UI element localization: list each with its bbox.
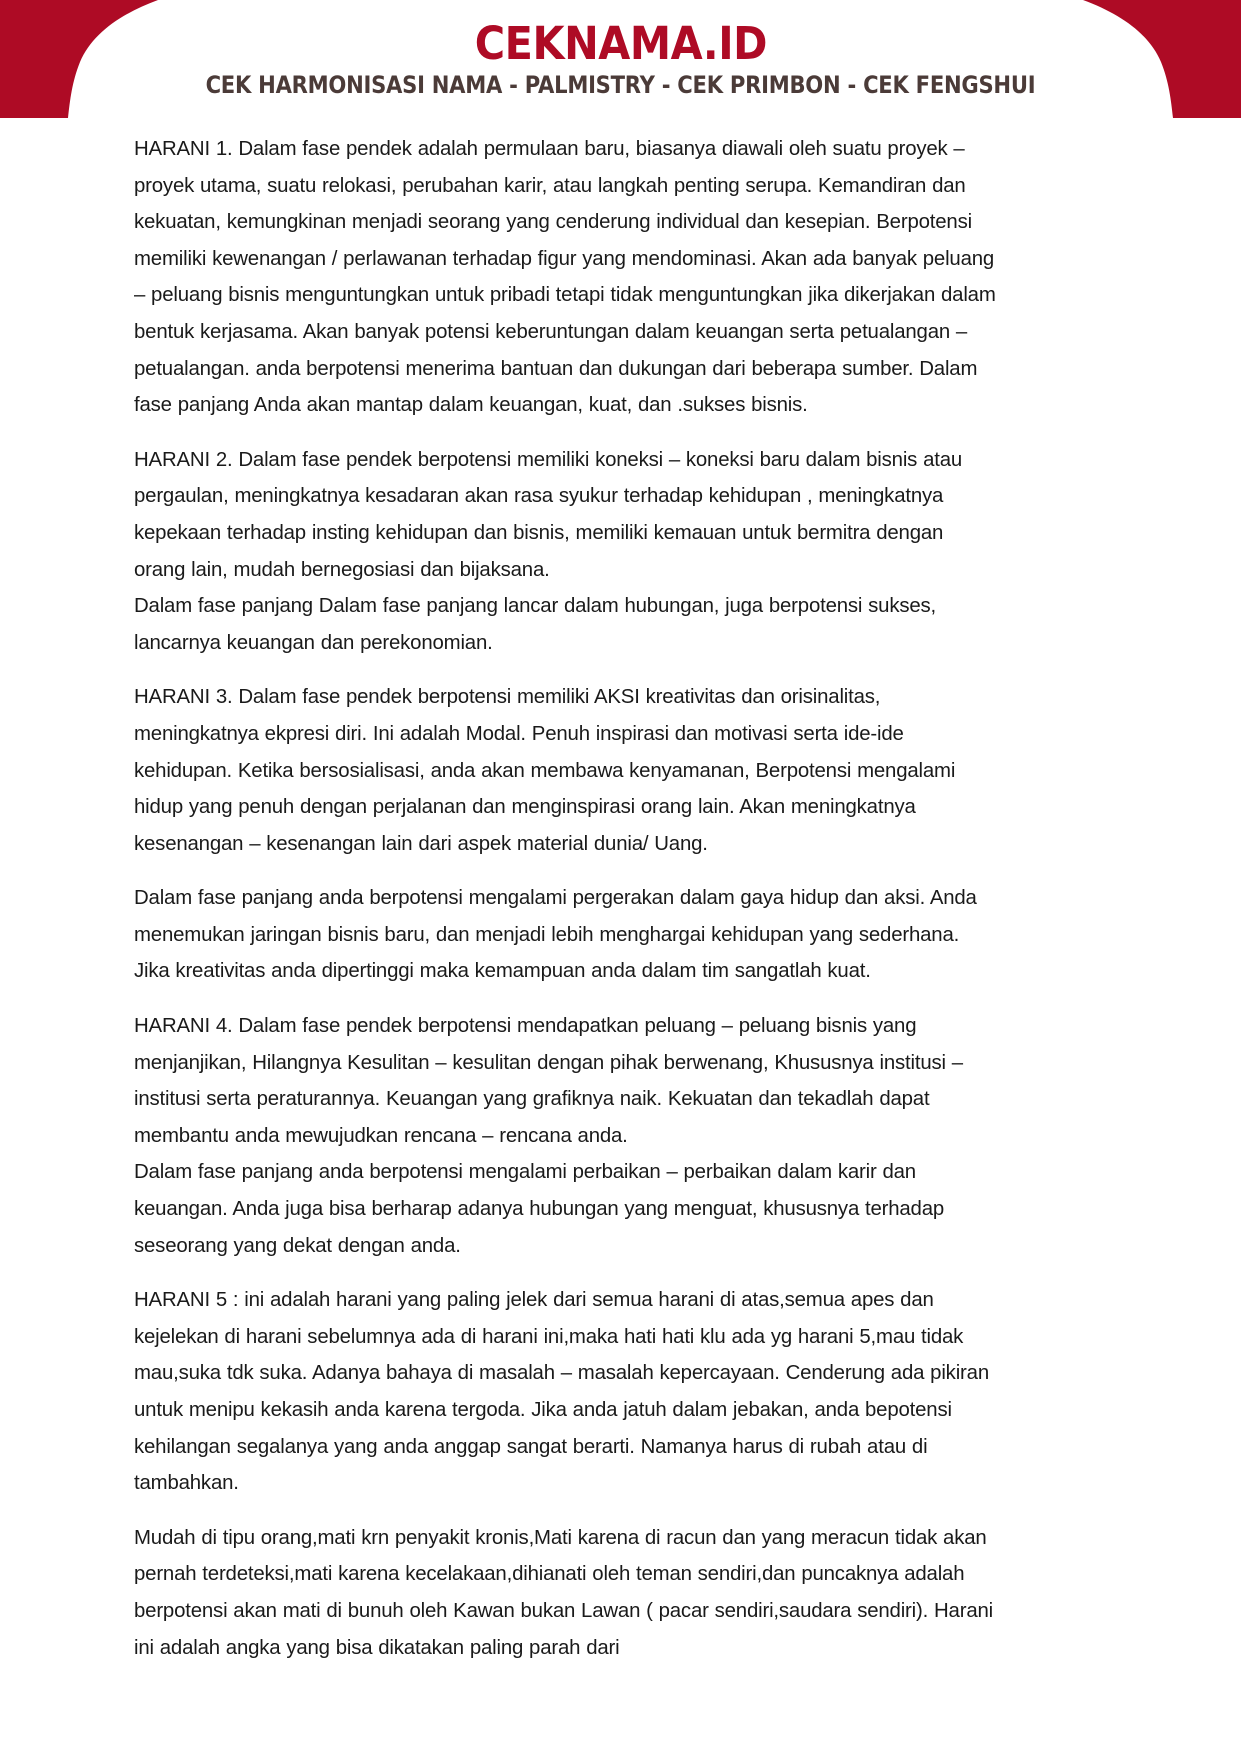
paragraph-harani-2: HARANI 2. Dalam fase pendek berpotensi memiliki koneksi – koneksi baru dalam bisnis atau pergaulan, meningkatnya kesadaran akan rasa syukur terhadap kehidupan , meningkatnya kepekaan terhadap insting kehidupan dan bisnis, memiliki kemauan untuk bermitra dengan orang lain, mudah bernegosiasi dan bijaksana. Dalam fase panjang Dalam fase panjang lancar dalam hubungan, juga berpotensi sukses, lancarnya keuangan dan perekonomian. [134,448,963,654]
paragraph-harani-1: HARANI 1. Dalam fase pendek adalah permulaan baru, biasanya diawali oleh suatu proyek – proyek utama, suatu relokasi, perubahan karir, atau langkah penting serupa. Kemandiran dan kekuatan, kemungkinan menjadi seorang yang cenderung individual dan kesepian. Berpotensi memiliki kewenangan / perlawanan terhadap figur yang mendominasi. Akan ada banyak peluang – peluang bisnis menguntungkan untuk pribadi tetapi tidak menguntungkan jika dikerjakan dalam bentuk kerjasama. Akan banyak potensi keberuntungan dalam keuangan serta petualangan – petualangan. anda berpotensi menerima bantuan dan dukungan dari beberapa sumber. Dalam fase panjang Anda akan mantap dalam keuangan, kuat, dan .sukses bisnis. [134,138,996,417]
brand-title: CEKNAMA.ID [474,16,767,70]
page-header [0,0,1241,118]
brand-subtitle: CEK HARMONISASI NAMA - PALMISTRY - CEK PRIMBON - CEK FENGSHUI [205,70,1036,99]
paragraph-harani-4: HARANI 4. Dalam fase pendek berpotensi mendapatkan peluang – peluang bisnis yang menjanjikan, Hilangnya Kesulitan – kesulitan dengan pihak berwenang, Khususnya institusi – institusi serta peraturannya. Keuangan yang grafiknya naik. Kekuatan dan tekadlah dapat membantu anda mewujudkan rencana – rencana anda. Dalam fase panjang anda berpotensi mengalami perbaikan – perbaikan dalam karir dan keuangan. Anda juga bisa berharap adanya hubungan yang menguat, khususnya terhadap seseorang yang dekat dengan anda. [134,1015,963,1257]
paragraph-harani-3-long: Dalam fase panjang anda berpotensi mengalami pergerakan dalam gaya hidup dan aksi. Anda menemukan jaringan bisnis baru, dan menjadi lebih menghargai kehidupan yang sederhana. Jika kreativitas anda dipertinggi maka kemampuan anda dalam tim sangatlah kuat. [134,887,977,983]
paragraph-harani-5: HARANI 5 : ini adalah harani yang paling jelek dari semua harani di atas,semua apes dan kejelekan di harani sebelumnya ada di harani ini,maka hati hati klu ada yg harani 5,mau tidak mau,suka tdk suka. Adanya bahaya di masalah – masalah kepercayaan. Cenderung ada pikiran untuk menipu kekasih anda karena tergoda. Jika anda jatuh dalam jebakan, anda bepotensi kehilangan segalanya yang anda anggap sangat berarti. Namanya harus di rubah atau di tambahkan. [134,1289,989,1495]
document-content [134,131,996,1666]
header-branding [0,0,1241,118]
paragraph-harani-5-detail: Mudah di tipu orang,mati krn penyakit kronis,Mati karena di racun dan yang meracun tidak akan pernah terdeteksi,mati karena kecelakaan,dihianati oleh teman sendiri,dan puncaknya adalah berpotensi akan mati di bunuh oleh Kawan bukan Lawan ( pacar sendiri,saudara sendiri). Harani ini adalah angka yang bisa dikatakan paling parah dari [134,1526,993,1659]
paragraph-harani-3: HARANI 3. Dalam fase pendek berpotensi memiliki AKSI kreativitas dan orisinalitas, meningkatnya ekpresi diri. Ini adalah Modal. Penuh inspirasi dan motivasi serta ide-ide kehidupan. Ketika bersosialisasi, anda akan membawa kenyamanan, Berpotensi mengalami hidup yang penuh dengan perjalanan dan menginspirasi orang lain. Akan meningkatnya kesenangan – kesenangan lain dari aspek material dunia/ Uang. [134,686,956,855]
